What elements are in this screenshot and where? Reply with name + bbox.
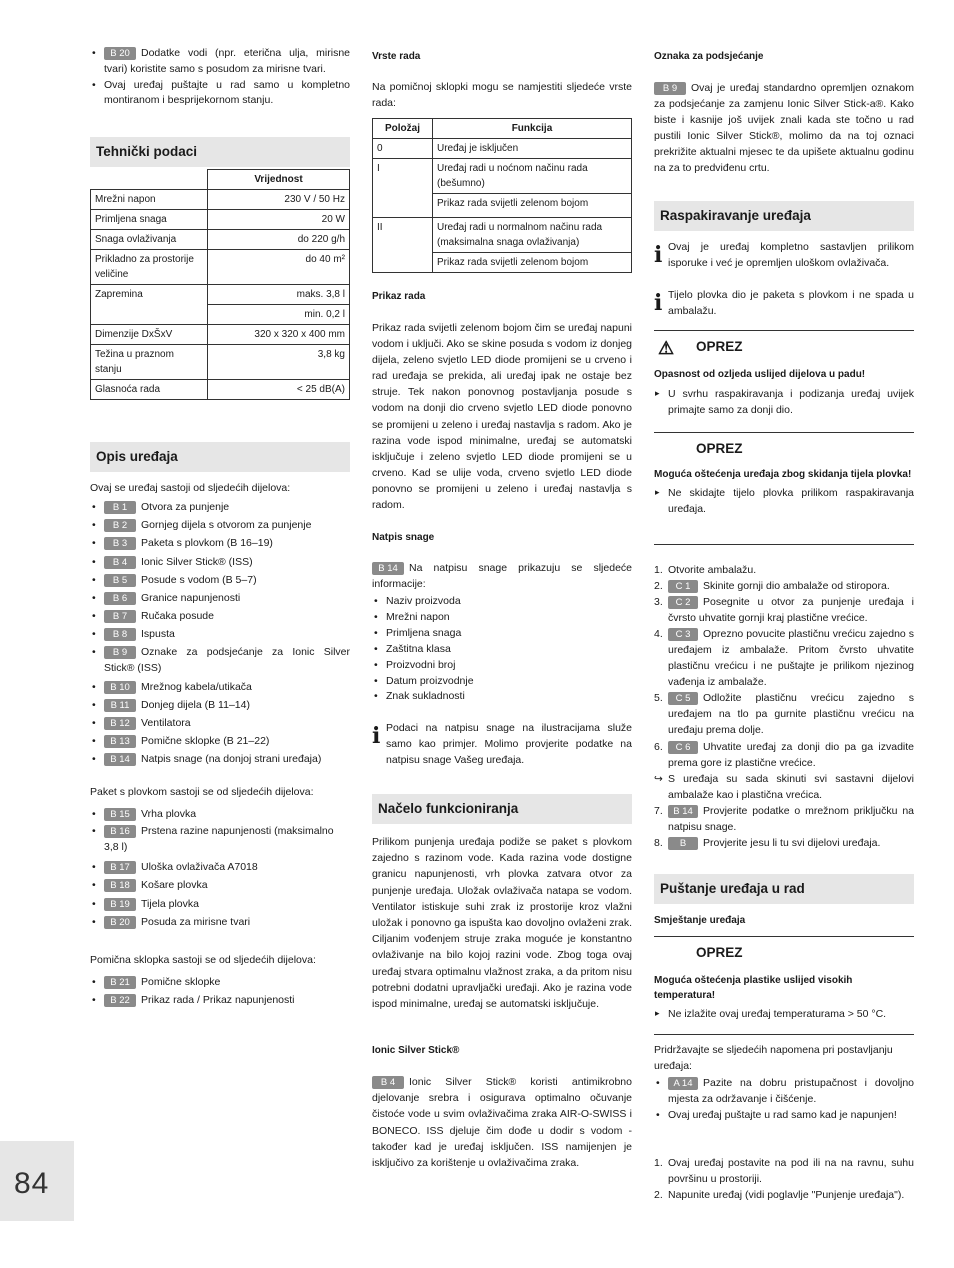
step-item: [654, 739, 914, 771]
table-cell-value: 320 x 320 x 400 mm: [208, 325, 350, 345]
step-number: 1.: [654, 1157, 663, 1169]
list-item: • Naziv proizvoda: [372, 594, 632, 610]
natpis-intro-text: Na natpisu snage prikazuju se sljedeće informacije:: [372, 562, 632, 590]
warning-list: [654, 486, 914, 518]
table-row: [91, 325, 350, 345]
figure-ref-tag: B 14: [104, 753, 136, 766]
step-text: Napunite uređaj (vidi poglavlje "Punjenje uređaja").: [668, 1189, 905, 1202]
warning-item: ▸ U svrhu raspakiravanja i podizanja uređaj uvijek primajte samo za donji dio.: [668, 388, 914, 416]
smjestanje-title: Smještanje uređaja: [654, 915, 746, 926]
step-item: [654, 835, 914, 851]
list-item-text: • Ovaj uređaj puštajte u rad samo u kompletno montiranom i besprijekornom stanju.: [104, 78, 350, 107]
section-title-nacelo: Načelo funkcioniranja: [372, 794, 632, 824]
list-item: [90, 750, 350, 768]
list-item: [90, 571, 350, 589]
ionic-title: Ionic Silver Stick®: [372, 1045, 460, 1056]
step-item: [654, 594, 914, 626]
list-item-text: Pomične sklopke (B 21–22): [141, 735, 270, 748]
info-icon: i: [654, 242, 663, 268]
figure-ref-tag: C 3: [668, 628, 698, 641]
opis-list: [90, 498, 350, 769]
table-row: [91, 190, 350, 210]
warning-label: OPREZ: [696, 339, 743, 354]
info-text: Ovaj je uređaj kompletno sastavljen prilikom isporuke i već je opremljen uloškom ovlaživača.: [668, 241, 914, 269]
sklopka-intro: Pomična sklopka sastoji se od sljedećih dijelova:: [90, 954, 316, 966]
step-number: 3.: [654, 596, 663, 609]
list-item-text: Posuda za mirisne tvari: [141, 915, 251, 928]
step-text: Provjerite podatke o mrežnom priključku na natpisu snage.: [668, 804, 914, 833]
step-number: 4.: [654, 628, 663, 641]
table-cell: Uređaj radi u noćnom načinu rada (bešumno): [433, 159, 632, 194]
list-item-text: Pazite na dobru pristupačnost i dovoljno mjesta za održavanje i čišćenje.: [668, 1077, 914, 1106]
vrste-title: Vrste rada: [372, 51, 421, 62]
figure-ref-tag: B 9: [654, 82, 686, 95]
list-item-text: Ventilatora: [141, 717, 191, 730]
raspak-info-2: [654, 288, 914, 320]
oznaka-text: [654, 80, 914, 177]
step-text: Uhvatite uređaj za donji dio pa ga izvadite prema gore iz plastične vrećice.: [668, 740, 914, 769]
oznaka-title: Oznaka za podsjećanje: [654, 51, 764, 62]
list-item: [90, 625, 350, 643]
setup-steps: [654, 1155, 914, 1203]
table-row: [91, 250, 350, 285]
table-cell-label: Snaga ovlaživanja: [91, 230, 208, 250]
warning-box-3: [654, 936, 914, 1035]
figure-ref-tag: B 14: [372, 562, 404, 575]
warning-box-2: [654, 432, 914, 545]
table-cell-label: Prikladno za prostorije veličine: [91, 250, 208, 285]
info-text: Podaci na natpisu snage na ilustracijama služe samo kao primjer. Molimo provjerite podatke na natpisu snage Vašeg uređaja.: [386, 722, 632, 766]
warning-box-1: [654, 330, 914, 431]
step-text: Ovaj uređaj postavite na pod ili na na ravnu, suhu površinu u prostoriji.: [668, 1157, 914, 1186]
info-icon: i: [372, 723, 381, 749]
list-item: [90, 895, 350, 913]
table-cell-value: < 25 dB(A): [208, 380, 350, 400]
table-row: [373, 218, 632, 253]
figure-ref-tag: B 20: [104, 916, 136, 929]
table-row: [91, 230, 350, 250]
figure-ref-tag: B 17: [104, 861, 136, 874]
section-title-tehnicki: Tehnički podaci: [90, 137, 350, 167]
page-number: 84: [14, 1167, 50, 1200]
figure-ref-tag: C 5: [668, 692, 698, 705]
table-row: [373, 159, 632, 194]
step-item: [654, 578, 914, 594]
list-item: [90, 696, 350, 714]
step-text: S uređaja su sada skinuti svi sastavni dijelovi ambalaže kao i plastična vrećica.: [668, 772, 914, 801]
opis-intro: Ovaj se uređaj sastoji od sljedećih dijelova:: [90, 482, 291, 494]
list-item: [90, 678, 350, 696]
list-item-text: Donjeg dijela (B 11–14): [141, 698, 250, 711]
figure-ref-tag: C 2: [668, 596, 698, 609]
figure-ref-tag: B 4: [372, 1076, 404, 1089]
step-text: Otvorite ambalažu.: [668, 564, 757, 576]
step-text: Oprezno povucite plastičnu vrećicu zajedno s uređajem iz ambalaže. Pritom čvrsto uhvatite plastičnu vrećicu i ne puštajte je prilikom njezinog vađenja iz ambalaže.: [668, 628, 914, 689]
step-result: [654, 771, 914, 803]
table-row: [373, 139, 632, 159]
list-item-text: Pomične sklopke: [141, 976, 221, 988]
list-item: • Mrežni napon: [372, 610, 632, 626]
list-item-text: Natpis snage (na donjoj strani uređaja): [141, 753, 322, 766]
section-title-opis: Opis uređaja: [90, 442, 350, 472]
page-number-box: [0, 1141, 74, 1221]
list-item: [90, 534, 350, 552]
natpis-title: Natpis snage: [372, 532, 435, 543]
warning-subtitle: Opasnost od ozljeda uslijed dijelova u padu!: [654, 369, 866, 380]
figure-ref-tag: B 14: [668, 805, 698, 818]
table-cell: II: [373, 218, 433, 273]
napomene-intro: Pridržavajte se sljedećih napomena pri postavljanju uređaja:: [654, 1044, 893, 1072]
tech-data-table: [90, 169, 350, 400]
table-cell-value: maks. 3,8 l: [208, 285, 350, 305]
table-cell-value: 230 V / 50 Hz: [208, 190, 350, 210]
sklopka-list: [90, 973, 350, 1009]
table-row: [91, 210, 350, 230]
figure-ref-tag: B 11: [104, 699, 136, 712]
list-item-text: Tijela plovka: [141, 897, 199, 910]
warning-item: ▸ Ne skidajte tijelo plovka prilikom raspakiravanja uređaja.: [668, 487, 914, 515]
list-item-text: Vrha plovka: [141, 808, 197, 820]
table-header: Funkcija: [433, 119, 632, 139]
figure-ref-tag: B 1: [104, 501, 136, 514]
list-item: [90, 516, 350, 534]
figure-ref-tag: B 2: [104, 519, 136, 532]
list-item: [90, 858, 350, 876]
list-item: [90, 644, 350, 678]
modes-table: [372, 118, 632, 273]
list-item: [90, 973, 350, 991]
warning-heading: [654, 337, 914, 359]
table-row: [91, 380, 350, 400]
table-cell-label: Zapremina: [91, 285, 208, 325]
oznaka-body: Ovaj je uređaj standardno opremljen oznakom za podsjećanje za zamjenu Ionic Silver Stick-a®. Kako biste i kasnije još uvijek znali kada ste točno u rad pustili Ionic Silver Stick®, molimo da na toj oznaci prekrižite aktualni mjesec te da upišete aktualnu godinu na za to predviđenu crtu.: [654, 82, 914, 175]
figure-ref-tag: B 10: [104, 681, 136, 694]
raspak-info-1: [654, 240, 914, 272]
list-item-text: Ručaka posude: [141, 610, 214, 623]
ionic-body: Ionic Silver Stick® koristi antimikrobno djelovanje srebra i osigurava optimalno očuvanje čistoće vode u svim ovlaživačima zraka AIR-O-SWISS i BONECO. ISS djeluje čim dođe u dodir s vodom - također kad je uređaj isključen. ISS namijenjen je isključivo za korištenje u ovlaživačima zraka.: [372, 1076, 632, 1170]
warning-list: [654, 387, 914, 419]
table-row: [91, 345, 350, 380]
list-item: [90, 732, 350, 750]
vrste-intro: Na pomičnoj sklopki mogu se namjestiti sljedeće vrste rada:: [372, 81, 632, 109]
step-number: 2.: [654, 1189, 663, 1202]
prikaz-text: Prikaz rada svijetli zelenom bojom čim se uređaj napuni vodom i uključi. Ako se skine posuda s vodom iz donjeg dijela, zeleno svjetlo LED diode promijeni se u crveno i rad uređaja se prekida, ali uređaj ipak ne ostaje bez struje. Tek nakon ponovnog postavljanja posude s vodom na donji dio crveno svjetlo LED diode ponovno se promijeni u zeleno i uređaj nastavlja s radom. Ako je razina vode ispod minimalne, uređaj se automatski isključuje i zeleno svjetlo LED diode promijeni se u crveno. Kad se ulije voda, crveno svjetlo LED diode ponovno se promijeni u zeleno i uređaj nastavlja s radom.: [372, 322, 632, 512]
paket-intro: Paket s plovkom sastoji se od sljedećih dijelova:: [90, 786, 314, 798]
table-cell-value: min. 0,2 l: [208, 305, 350, 325]
list-item: [90, 823, 350, 858]
list-item: • Primljena snaga: [372, 626, 632, 642]
table-cell: I: [373, 159, 433, 218]
list-item-text: Uloška ovlaživača A7018: [141, 861, 258, 874]
table-cell-label: Težina u praznom stanju: [91, 345, 208, 380]
table-cell: Uređaj je isključen: [433, 139, 632, 159]
result-arrow-icon: ↪: [654, 772, 663, 785]
list-item-text: • Ovaj uređaj puštajte u rad samo kad je napunjen!: [668, 1109, 897, 1122]
table-header: Položaj: [373, 119, 433, 139]
table-cell: Prikaz rada svijetli zelenom bojom: [433, 253, 632, 273]
step-text: Odložite plastičnu vrećicu zajedno s uređajem na tlo pa gurnite plastičnu vrećicu na uređaju prema dolje.: [668, 692, 914, 737]
step-text: Provjerite jesu li tu svi dijelovi uređaja.: [703, 836, 881, 849]
natpis-list: [372, 594, 632, 705]
unpacking-steps: [654, 562, 914, 851]
step-item: [654, 1155, 914, 1187]
step-number: 5.: [654, 692, 663, 705]
table-cell-value: do 40 m²: [208, 250, 350, 285]
warning-item: ▸ Ne izlažite ovaj uređaj temperaturama > 50 °C.: [654, 1007, 914, 1023]
step-text: Posegnite u otvor za punjenje uređaja i čvrsto uhvatite gornji kraj plastične vrećice.: [668, 596, 914, 625]
list-item: [90, 714, 350, 732]
step-number: 1.: [654, 564, 663, 576]
figure-ref-tag: B 16: [104, 825, 136, 838]
list-item-text: Košare plovka: [141, 879, 208, 892]
step-item: [654, 690, 914, 738]
figure-ref-tag: B 20: [104, 47, 136, 60]
step-item: [654, 626, 914, 690]
figure-ref-tag: B 15: [104, 808, 136, 821]
figure-ref-tag: B 21: [104, 976, 136, 989]
step-number: 7.: [654, 804, 663, 817]
list-item-text: Dodatke vodi (npr. eterična ulja, mirisne tvari) koristite samo s posudom za mirisne tvari.: [104, 47, 350, 75]
list-item-text: Granice napunjenosti: [141, 592, 241, 605]
list-item: • Proizvodni broj: [372, 658, 632, 674]
list-item-text: Ispusta: [141, 628, 175, 641]
table-cell-label: Mrežni napon: [91, 190, 208, 210]
step-number: 8.: [654, 836, 663, 849]
list-item: [90, 553, 350, 571]
figure-ref-tag: A 14: [668, 1077, 698, 1090]
table-header: Vrijednost: [208, 170, 350, 190]
figure-ref-tag: B 9: [104, 646, 136, 659]
table-cell: 0: [373, 139, 433, 159]
list-item: [90, 498, 350, 516]
table-cell-label: Dimenzije DxŠxV: [91, 325, 208, 345]
list-item: [90, 805, 350, 823]
list-item-text: Gornjeg dijela s otvorom za punjenje: [141, 519, 312, 532]
list-item: [90, 46, 350, 78]
info-icon: i: [654, 290, 663, 316]
figure-ref-tag: B 3: [104, 537, 136, 550]
list-item-text: Paketa s plovkom (B 16–19): [141, 537, 273, 550]
figure-ref-tag: C 6: [668, 741, 698, 754]
table-row: [91, 285, 350, 305]
figure-ref-tag: B 5: [104, 574, 136, 587]
list-item: • Znak sukladnosti: [372, 689, 632, 705]
warning-triangle-icon: ⚠: [658, 338, 675, 358]
figure-ref-tag: B 13: [104, 735, 136, 748]
list-item: [90, 876, 350, 894]
table-cell-label: Primljena snaga: [91, 210, 208, 230]
table-cell-value: 20 W: [208, 210, 350, 230]
list-item-text: Otvora za punjenje: [141, 501, 230, 513]
step-item: [654, 803, 914, 835]
section-title-pustanje: Puštanje uređaja u rad: [654, 874, 914, 904]
list-item-text: Prikaz rada / Prikaz napunjenosti: [141, 994, 295, 1007]
prikaz-title: Prikaz rada: [372, 291, 426, 302]
step-item: [654, 562, 914, 578]
section-title-raspak: Raspakiravanje uređaja: [654, 201, 914, 231]
list-item-text: Ionic Silver Stick® (ISS): [141, 555, 253, 568]
table-cell-value: do 220 g/h: [208, 230, 350, 250]
list-item: [90, 589, 350, 607]
natpis-intro: [372, 561, 632, 593]
table-cell-value: 3,8 kg: [208, 345, 350, 380]
table-cell-label: Glasnoća rada: [91, 380, 208, 400]
list-item: [654, 1075, 914, 1107]
natpis-info-note: [372, 721, 632, 768]
napomene-list: [654, 1075, 914, 1123]
warning-list: [654, 1007, 914, 1023]
list-item: • Zaštitna klasa: [372, 642, 632, 658]
table-cell: Uređaj radi u normalnom načinu rada (maksimalna snaga ovlaživanja): [433, 218, 632, 253]
list-item-text: Prstena razine napunjenosti (maksimalno 3,8 l): [104, 825, 334, 854]
figure-ref-tag: B 18: [104, 879, 136, 892]
list-item: [90, 607, 350, 625]
figure-ref-tag: B 22: [104, 994, 136, 1007]
warning-subtitle: Moguća oštećenja plastike uslijed visokih temperatura!: [654, 975, 853, 1001]
list-item-text: Oznake za podsjećanje za Ionic Silver Stick® (ISS): [104, 645, 350, 674]
list-item: [90, 991, 350, 1009]
paket-list: [90, 805, 350, 931]
warning-heading: OPREZ: [696, 441, 743, 456]
figure-ref-tag: B 6: [104, 592, 136, 605]
nacelo-text: Prilikom punjenja uređaja podiže se paket s plovkom zajedno s razinom vode. Kada razina vode dostigne granicu napunjenosti, vrh plovka zatvara otvor za punjenje uređaja. Uložak ovlaživača natapa se vodom. Ventilator istiskuje suhi zrak iz prostorije kroz vlažni uložak i ponovno ga ispušta kao dovoljno ovlaženi zrak. Ciljanim vođenjem struje zraka moguće je konstantno ovlaživanje na bilo kojoj razini vode. Zbog toga ovaj uređaj stvara optimalnu vlažnost zraka, a da pritom nisu potrebni dodatni upravljački uređaji. Ako je razina vode ispod minimalne, uređaj se automatski isključuje.: [372, 836, 632, 1011]
figure-ref-tag: B 8: [104, 628, 136, 641]
list-item-text: Mrežnog kabela/utikača: [141, 680, 252, 693]
figure-ref-tag: B 7: [104, 610, 136, 623]
figure-ref-tag: B 4: [104, 556, 136, 569]
intro-bullets: [90, 46, 350, 109]
warning-heading: OPREZ: [696, 945, 743, 960]
warning-subtitle: Moguća oštećenja uređaja zbog skidanja tijela plovka!: [654, 469, 912, 480]
info-text: Tijelo plovka dio je paketa s plovkom i ne spada u ambalažu.: [668, 289, 914, 317]
list-item: [90, 913, 350, 931]
step-number: 2.: [654, 580, 663, 593]
list-item: • Datum proizvodnje: [372, 674, 632, 690]
figure-ref-tag: B 12: [104, 717, 136, 730]
step-number: 6.: [654, 740, 663, 753]
step-text: Skinite gornji dio ambalaže od stiropora.: [703, 580, 890, 593]
figure-ref-tag: C 1: [668, 580, 698, 593]
figure-ref-tag: B: [668, 837, 698, 850]
list-item: [654, 1107, 914, 1123]
list-item: [90, 78, 350, 110]
table-cell: Prikaz rada svijetli zelenom bojom: [433, 194, 632, 218]
step-item: [654, 1187, 914, 1203]
ionic-text: [372, 1074, 632, 1171]
list-item-text: Posude s vodom (B 5–7): [141, 573, 257, 586]
figure-ref-tag: B 19: [104, 898, 136, 911]
